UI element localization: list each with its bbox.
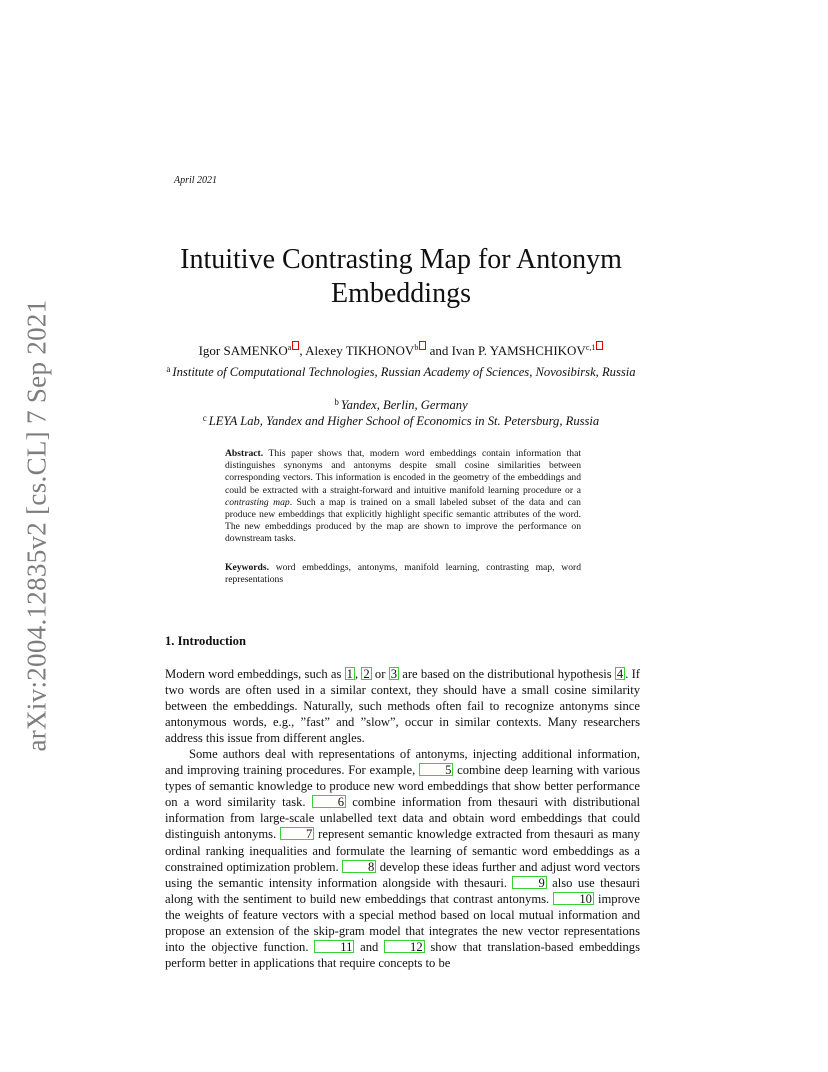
author-name: Igor SAMENKO xyxy=(198,343,288,358)
affiliation-a xyxy=(165,361,637,380)
introduction-body xyxy=(165,666,640,971)
abstract-emphasis: contrasting map xyxy=(225,496,290,508)
paragraph xyxy=(165,746,640,971)
author-list xyxy=(165,341,637,359)
citation-link[interactable]: 6 xyxy=(312,795,346,808)
publication-date: April 2021 xyxy=(174,175,218,186)
affiliation-mark: b xyxy=(334,397,339,407)
citation-link[interactable]: 2 xyxy=(363,667,370,681)
keywords-text: word embeddings, antonyms, manifold learning, contrasting map, word representations xyxy=(225,562,581,586)
affiliation-mark: b xyxy=(414,343,419,352)
body-text-span: Modern word embeddings, such as xyxy=(165,667,345,681)
keywords xyxy=(225,562,581,586)
citation-link[interactable]: 8 xyxy=(342,860,376,873)
citation-link[interactable]: 4 xyxy=(616,667,624,681)
body-text-span: combine information from thesauri with distributional information from large-scale unlabelled text data and obtain word embeddings that could distinguish antonyms. xyxy=(165,795,640,842)
abstract-label: Abstract. xyxy=(225,448,264,459)
affiliation-text: LEYA Lab, Yandex and Higher School of Economics in St. Petersburg, Russia xyxy=(208,414,600,428)
affiliation-text: Yandex, Berlin, Germany xyxy=(340,398,468,412)
body-text-span: are based on the distributional hypothesis xyxy=(399,667,615,681)
body-text-span: represent semantic knowledge extracted from thesauri as many ordinal ranking inequalities and formulate the learning of semantic word embeddings as a constrained optimization problem. xyxy=(165,827,640,874)
body-text-span: Some authors deal with representations of antonyms, injecting additional information, and improving training procedures. For example, xyxy=(165,747,640,778)
affiliation-mark: a xyxy=(287,343,292,352)
keywords-label: Keywords. xyxy=(225,562,269,573)
body-text-span: improve the weights of feature vectors with a special method based on local mutual information and propose an extension of the skip-gram model that integrates the new vector representations into the objective function. xyxy=(165,891,640,954)
citation-link[interactable]: 10 xyxy=(553,892,594,905)
arxiv-identifier xyxy=(18,295,56,755)
author-separator: and xyxy=(426,343,452,358)
paper-title: Intuitive Contrasting Map for Antonym Embeddings xyxy=(180,244,622,309)
body-text-span: or xyxy=(371,667,389,681)
body-text-span: also use thesauri along with the sentiment to build new embeddings that contrast antonyms. xyxy=(165,875,640,906)
citation-link[interactable]: 3 xyxy=(390,667,397,681)
author-name: Ivan P. YAMSHCHIKOV xyxy=(451,343,586,358)
affiliation-text: Institute of Computational Technologies, Russian Academy of Sciences, Novosibirsk, Russia xyxy=(172,365,636,379)
affiliation-mark: c xyxy=(202,413,207,423)
body-text-span: show that translation-based embeddings perform better in applications that require concepts to be xyxy=(165,939,640,970)
author-separator: , xyxy=(299,343,306,358)
citation-link[interactable]: 1 xyxy=(346,667,353,681)
body-text-span: and xyxy=(354,939,385,954)
affiliation-mark: c,1 xyxy=(585,343,596,352)
body-text-span: , xyxy=(354,667,362,681)
abstract-text: This paper shows that, modern word embeddings contain information that distinguishes synonyms and antonyms despite small cosine similarities between corresponding vectors. This information is encoded in the geometry of the embeddings and could be extracted with a straight-forward and intuitive manifold learning procedure or a xyxy=(225,448,581,496)
arxiv-identifier-text: arXiv:2004.12835v2 [cs.CL] 7 Sep 2021 xyxy=(21,298,52,752)
affiliation-mark: a xyxy=(166,364,171,374)
body-text-span: . If two words are often used in a similar context, they should have a small cosine similarity between the embeddings. Naturally, such methods often fail to recognize antonyms since antonymous words, e.g., ”fast” and ”slow”, occur in similar contexts. Many researchers address this issue from different angles. xyxy=(165,667,641,746)
abstract-text: . Such a map is trained on a small labeled subset of the data and can produce new embeddings that explicitly highlight specific semantic attributes of the word. The new embeddings produced by the map are shown to improve the performance on downstream tasks. xyxy=(225,496,581,545)
citation-link[interactable]: 5 xyxy=(419,763,453,776)
orcid-link-box[interactable] xyxy=(596,341,603,350)
citation-link[interactable]: 9 xyxy=(512,876,546,889)
citation-link[interactable]: 7 xyxy=(280,827,314,840)
citation-link[interactable]: 11 xyxy=(314,940,354,953)
citation-link[interactable]: 12 xyxy=(384,940,425,953)
abstract xyxy=(225,448,581,546)
body-text-span: combine deep learning with various types of semantic knowledge to produce new word embeddings that show better performance on a word similarity task. xyxy=(165,763,640,810)
section-heading: 1. Introduction xyxy=(165,634,246,648)
author-name: Alexey TIKHONOV xyxy=(305,343,415,358)
paragraph xyxy=(165,666,640,746)
affiliation-c xyxy=(165,410,637,429)
body-text-span: develop these ideas further and adjust word vectors using the semantic intensity information alongside with thesauri. xyxy=(165,859,640,890)
